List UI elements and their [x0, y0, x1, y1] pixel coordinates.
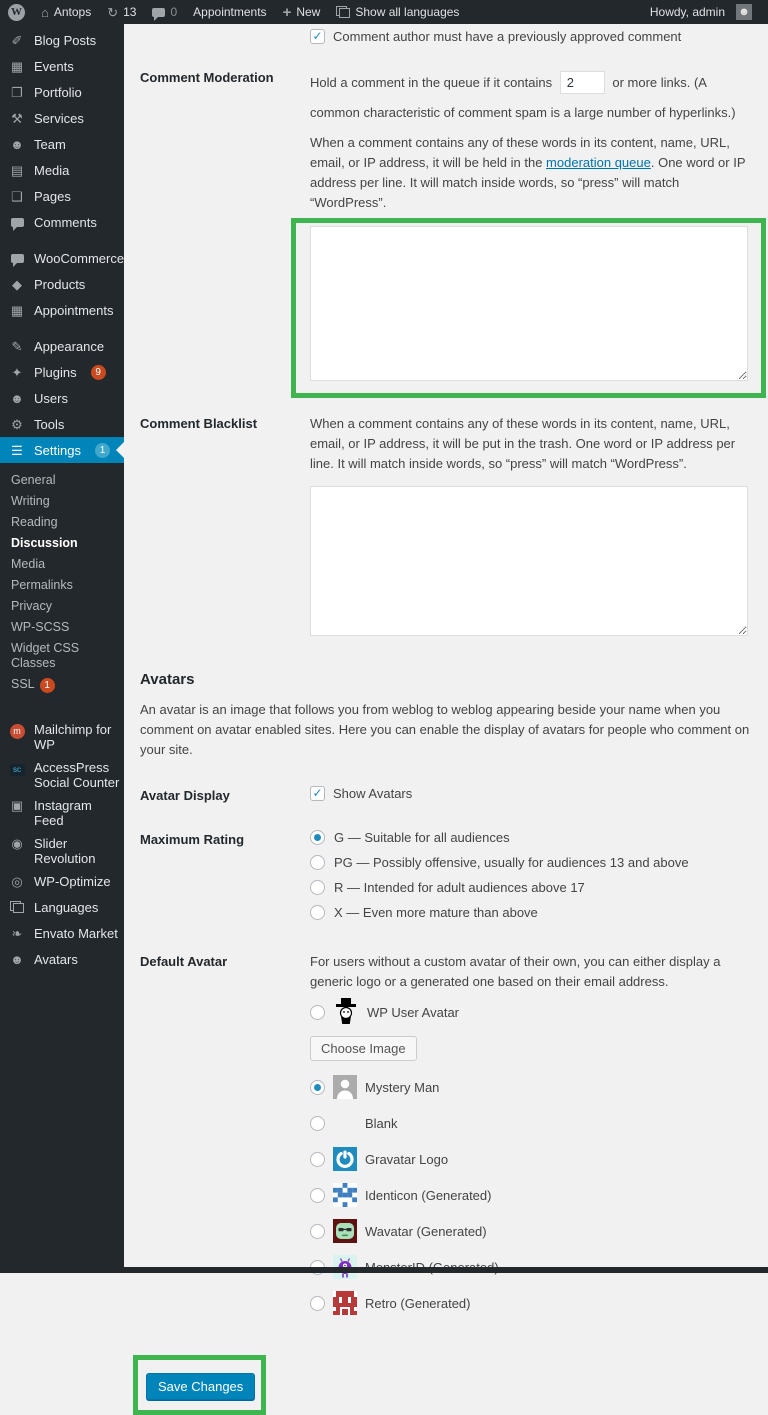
avatar-display-label: Avatar Display [140, 786, 310, 803]
avatars-description: An avatar is an image that follows you from weblog to weblog appearing beside your name when you comment on avatar enabled sites. Here you can enable the display of avatars for people who comment on your site. [140, 700, 750, 760]
pages-icon: ❑ [9, 190, 25, 203]
sidebar-item-appearance[interactable]: ✎ Appearance [0, 333, 124, 359]
approved-comment-label: Comment author must have a previously approved comment [333, 29, 681, 44]
submenu-item-permalinks[interactable]: Permalinks [0, 575, 124, 596]
show-avatars-label: Show Avatars [333, 786, 412, 801]
admin-avatar: ☻ [736, 4, 752, 20]
rating-g-radio[interactable] [310, 830, 325, 845]
camera-icon: ▣ [9, 799, 25, 812]
default-avatar-option-mystery-man[interactable]: Mystery Man [310, 1075, 750, 1099]
show-avatars-option[interactable] [310, 786, 750, 801]
show-all-languages-link[interactable] [328, 0, 467, 24]
sidebar-item-team[interactable]: ☻ Team [0, 131, 124, 157]
submenu-item-general[interactable]: General [0, 470, 124, 491]
comment-moderation-textarea[interactable] [310, 226, 748, 381]
default-avatar-option-identicon[interactable]: Identicon (Generated) [310, 1183, 750, 1207]
product-cube-icon: ◆ [9, 278, 25, 291]
settings-count-badge: 1 [95, 443, 110, 458]
calendar-icon: ▦ [9, 304, 25, 317]
hammer-icon: ⚒ [9, 112, 25, 125]
new-label: New [296, 5, 320, 19]
sidebar-item-products[interactable]: ◆ Products [0, 271, 124, 297]
default-avatar-description: For users without a custom avatar of their own, you can either display a generic logo or a generated one based on their email address. [310, 952, 750, 992]
wavatar-radio[interactable] [310, 1224, 325, 1239]
sidebar-item-woocommerce[interactable]: WooCommerce [0, 245, 124, 271]
calendar-icon: ▦ [9, 60, 25, 73]
gravatar-logo-image [333, 1147, 357, 1171]
default-avatar-option-blank[interactable]: Blank [310, 1111, 750, 1135]
bottom-edge-strip [0, 1267, 768, 1273]
wp-user-avatar-radio[interactable] [310, 1005, 325, 1020]
approved-comment-checkbox[interactable]: ✓ [310, 29, 325, 44]
discussion-settings-page [124, 24, 768, 1267]
retro-avatar-image [333, 1291, 357, 1315]
wp-user-avatar-image [333, 998, 359, 1026]
sidebar-item-mailchimp[interactable]: m Mailchimp for WP [0, 718, 124, 756]
comment-blacklist-textarea[interactable] [310, 486, 748, 636]
plus-icon: + [283, 5, 292, 20]
default-avatar-option-wavatar[interactable]: Wavatar (Generated) [310, 1219, 750, 1243]
rating-x-radio[interactable] [310, 905, 325, 920]
media-icon: ▤ [9, 164, 25, 177]
rating-option-pg[interactable]: PG — Possibly offensive, usually for audiences 13 and above [310, 855, 750, 870]
sidebar-item-events[interactable]: ▦ Events [0, 53, 124, 79]
sidebar-item-languages[interactable]: Languages [0, 896, 124, 922]
sidebar-item-slider-revolution[interactable]: ◉ Slider Revolution [0, 832, 124, 870]
ssl-count-badge: 1 [40, 678, 55, 693]
mystery-man-avatar-image [333, 1075, 357, 1099]
maximum-rating-label: Maximum Rating [140, 830, 310, 847]
sidebar-item-instagram-feed[interactable]: ▣ Instagram Feed [0, 794, 124, 832]
site-name-label: Antops [54, 5, 91, 19]
portfolio-icon: ❐ [9, 86, 25, 99]
wp-optimize-icon: ◎ [9, 875, 25, 888]
submenu-item-reading[interactable]: Reading [0, 512, 124, 533]
blacklist-paragraph: When a comment contains any of these words in its content, name, URL, email, or IP address, it will be put in the trash. One word or IP address per line. It will match inside words, so “press” will match “WordPress”. [310, 414, 750, 474]
updates-link[interactable] [99, 0, 144, 24]
submenu-item-ssl[interactable]: SSL 1 [0, 674, 124, 696]
blank-radio[interactable] [310, 1116, 325, 1131]
languages-label: Show all languages [355, 5, 459, 19]
retro-radio[interactable] [310, 1296, 325, 1311]
choose-image-button[interactable]: Choose Image [310, 1036, 417, 1061]
submenu-item-media[interactable]: Media [0, 554, 124, 575]
sidebar-item-portfolio[interactable]: ❐ Portfolio [0, 79, 124, 105]
translate-pages-icon [336, 6, 350, 18]
admin-sidebar-menu [0, 24, 124, 1267]
sidebar-item-media[interactable]: ▤ Media [0, 157, 124, 183]
updates-count: 13 [123, 5, 136, 19]
site-name-link[interactable] [33, 0, 99, 24]
comments-count: 0 [170, 5, 177, 19]
appointments-link[interactable] [185, 0, 274, 24]
identicon-radio[interactable] [310, 1188, 325, 1203]
rating-pg-radio[interactable] [310, 855, 325, 870]
person-icon: ☻ [9, 138, 25, 151]
gravatar-logo-radio[interactable] [310, 1152, 325, 1167]
save-changes-button[interactable]: Save Changes [146, 1373, 255, 1400]
plugin-menu-group [0, 718, 124, 974]
comments-link[interactable] [144, 0, 185, 24]
sidebar-item-envato-market[interactable]: ❧ Envato Market [0, 922, 124, 948]
sidebar-item-settings[interactable]: ☰ Settings 1 [0, 437, 124, 463]
identicon-avatar-image [333, 1183, 357, 1207]
default-avatar-option-gravatar-logo[interactable]: Gravatar Logo [310, 1147, 750, 1171]
rating-option-r[interactable]: R — Intended for adult audiences above 17 [310, 880, 750, 895]
comment-blacklist-label: Comment Blacklist [140, 414, 310, 431]
sidebar-item-appointments[interactable]: ▦ Appointments [0, 297, 124, 323]
admin-bar [0, 0, 768, 24]
sidebar-item-services[interactable]: ⚒ Services [0, 105, 124, 131]
rating-option-x[interactable]: X — Even more mature than above [310, 905, 750, 920]
howdy-label: Howdy, admin [650, 5, 725, 19]
pin-icon: ✐ [9, 34, 25, 47]
sidebar-item-blog-posts[interactable]: ✐ Blog Posts [0, 27, 124, 53]
comments-bubble-icon [152, 8, 165, 17]
mailchimp-icon: m [9, 723, 25, 739]
settings-submenu [0, 463, 124, 702]
wrench-icon: ⚙ [9, 418, 25, 431]
users-icon: ☻ [9, 392, 25, 405]
wordpress-logo-icon: W [8, 4, 25, 21]
submenu-item-writing[interactable]: Writing [0, 491, 124, 512]
settings-sliders-icon: ☰ [9, 444, 25, 457]
submenu-item-privacy[interactable]: Privacy [0, 596, 124, 617]
sidebar-item-pages[interactable]: ❑ Pages [0, 183, 124, 209]
show-avatars-checkbox[interactable]: ✓ [310, 786, 325, 801]
appointments-label: Appointments [193, 5, 266, 19]
sidebar-item-wp-optimize[interactable]: ◎ WP-Optimize [0, 870, 124, 896]
updates-icon: ↻ [107, 6, 118, 19]
home-icon: ⌂ [41, 6, 49, 19]
default-avatar-label: Default Avatar [140, 952, 310, 969]
comment-bubble-icon [9, 216, 25, 229]
slider-revolution-icon: ◉ [9, 837, 25, 850]
sidebar-item-users[interactable]: ☻ Users [0, 385, 124, 411]
avatars-section-heading: Avatars [140, 671, 750, 688]
brush-icon: ✎ [9, 340, 25, 353]
rating-r-radio[interactable] [310, 880, 325, 895]
avatars-icon: ☻ [9, 953, 25, 966]
max-links-input[interactable] [560, 71, 605, 94]
plugin-icon: ✦ [9, 366, 25, 379]
mystery-man-radio[interactable] [310, 1080, 325, 1095]
envato-leaf-icon: ❧ [9, 927, 25, 940]
submenu-item-discussion[interactable]: Discussion [0, 533, 124, 554]
accesspress-icon: sc [9, 761, 25, 776]
hold-comment-paragraph: Hold a comment in the queue if it contains 2 or more links. (A common characteristic of comment spam is a large number of hyperlinks.) [310, 68, 750, 128]
submenu-item-wp-scss[interactable]: WP-SCSS [0, 617, 124, 638]
my-account-menu[interactable] [642, 0, 768, 24]
approved-comment-option[interactable] [310, 29, 750, 44]
wavatar-avatar-image [333, 1219, 357, 1243]
sidebar-item-comments[interactable]: Comments [0, 209, 124, 235]
comment-moderation-label: Comment Moderation [140, 68, 310, 85]
default-avatar-option-retro[interactable]: Retro (Generated) [310, 1291, 750, 1315]
rating-option-g[interactable]: G — Suitable for all audiences [310, 830, 750, 845]
sidebar-item-avatars[interactable]: ☻ Avatars [0, 948, 124, 974]
default-avatar-option-wp-user-avatar[interactable]: WP User Avatar [310, 998, 750, 1026]
plugins-update-badge: 9 [91, 365, 106, 380]
moderation-queue-paragraph: When a comment contains any of these words in its content, name, URL, email, or IP address, it will be held in the moderation queue. One word or IP address per line. It will match inside words, so “press” will match “WordPress”. [310, 133, 750, 213]
sidebar-item-plugins[interactable]: ✦ Plugins 9 [0, 359, 124, 385]
woocommerce-icon [9, 252, 25, 265]
sidebar-item-accesspress-social-counter[interactable]: sc AccessPress Social Counter [0, 756, 124, 794]
moderation-queue-link[interactable]: moderation queue [546, 155, 651, 170]
default-avatar-option-monsterid[interactable]: MonsterID (Generated) [310, 1255, 750, 1279]
wordpress-menu[interactable] [0, 0, 33, 24]
languages-icon [9, 901, 25, 915]
new-content-menu[interactable] [275, 0, 329, 24]
sidebar-item-tools[interactable]: ⚙ Tools [0, 411, 124, 437]
submenu-item-widget-css-classes[interactable]: Widget CSS Classes [0, 638, 124, 674]
